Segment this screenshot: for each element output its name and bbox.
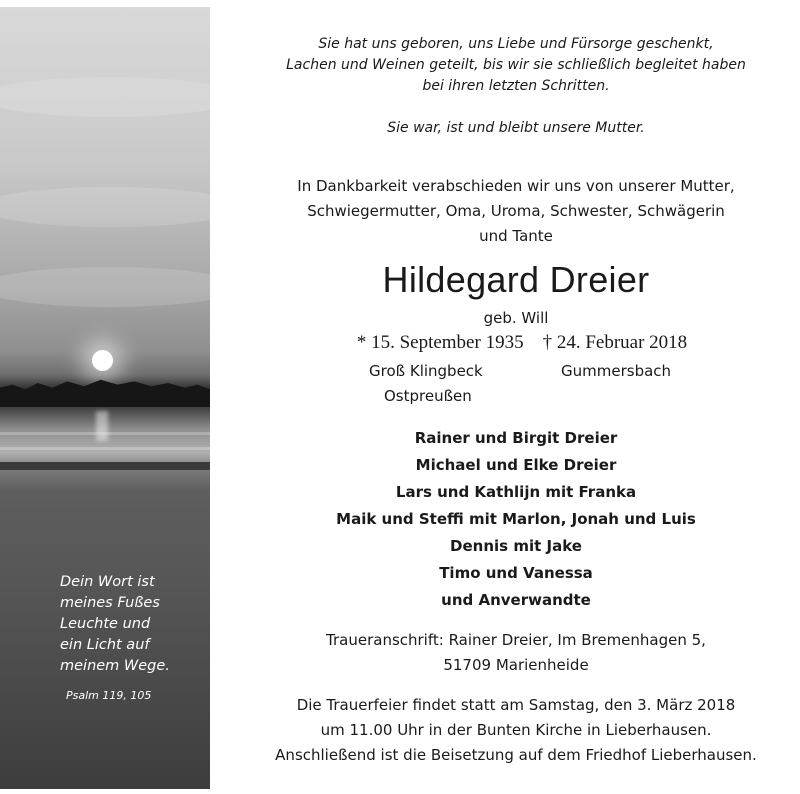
funeral-line: um 11.00 Uhr in der Bunten Kirche in Lieberhausen. bbox=[320, 721, 712, 739]
address-line: Traueranschrift: Rainer Dreier, Im Bremenhagen 5, bbox=[326, 631, 706, 649]
funeral-details bbox=[232, 693, 800, 768]
family-member: Dennis mit Jake bbox=[450, 537, 582, 555]
cloud-shape bbox=[0, 187, 210, 227]
psalm-line: Leuchte und bbox=[60, 616, 151, 632]
family-member: Timo und Vanessa bbox=[439, 564, 593, 582]
verse-line: bei ihren letzten Schritten. bbox=[422, 78, 610, 94]
life-dates bbox=[342, 332, 702, 354]
verse-line: Lachen und Weinen geteilt, bis wir sie schließlich begleitet haben bbox=[286, 57, 746, 73]
sunset-beach-photo bbox=[0, 7, 210, 789]
psalm-reference: Psalm 119, 105 bbox=[66, 689, 152, 702]
address-line: 51709 Marienheide bbox=[443, 656, 589, 674]
intro-line: und Tante bbox=[479, 227, 553, 245]
family-member: Lars und Kathlijn mit Franka bbox=[395, 483, 637, 501]
farewell-intro bbox=[232, 174, 800, 249]
birth-place bbox=[369, 359, 483, 409]
sun-reflection bbox=[96, 411, 108, 441]
intro-line: In Dankbarkeit verabschieden wir uns von unserer Mutter, bbox=[297, 177, 735, 195]
psalm-quote bbox=[60, 572, 208, 706]
verse-line: Sie hat uns geboren, uns Liebe und Fürsorge geschenkt, bbox=[318, 36, 714, 52]
deceased-name: Hildegard Dreier bbox=[382, 259, 650, 300]
birth-date: * 15. September 1935 bbox=[356, 332, 524, 353]
psalm-line: meinem Wege. bbox=[60, 658, 170, 674]
mourning-address bbox=[232, 628, 800, 678]
psalm-line: Dein Wort ist bbox=[60, 574, 155, 590]
treeline-silhouette bbox=[0, 375, 210, 407]
funeral-line: Die Trauerfeier findet statt am Samstag, den 3. März 2018 bbox=[296, 696, 736, 714]
family-list bbox=[232, 425, 800, 614]
wave-line bbox=[0, 432, 210, 435]
intro-line: Schwiegermutter, Oma, Uroma, Schwester, Schwägerin bbox=[307, 202, 725, 220]
funeral-line: Anschließend ist die Beisetzung auf dem Friedhof Lieberhausen. bbox=[275, 746, 757, 764]
verse-line: Sie war, ist und bleibt unsere Mutter. bbox=[387, 120, 645, 136]
maiden-name: geb. Will bbox=[483, 309, 549, 327]
family-member: Michael und Elke Dreier bbox=[415, 456, 617, 474]
opening-verse bbox=[232, 34, 800, 97]
closing-verse bbox=[232, 118, 800, 139]
wave-line bbox=[0, 447, 210, 450]
birth-place-line: Ostpreußen bbox=[384, 387, 472, 405]
psalm-line: meines Fußes bbox=[60, 595, 160, 611]
family-member: und Anverwandte bbox=[441, 591, 591, 609]
birth-place-line: Groß Klingbeck bbox=[369, 362, 483, 380]
death-place: Gummersbach bbox=[561, 362, 672, 380]
shoreline bbox=[0, 462, 210, 470]
family-member: Rainer und Birgit Dreier bbox=[414, 429, 618, 447]
cloud-shape bbox=[0, 267, 210, 307]
cloud-shape bbox=[0, 77, 210, 117]
death-date: † 24. Februar 2018 bbox=[542, 332, 688, 353]
family-member: Maik und Steffi mit Marlon, Jonah und Luis bbox=[336, 510, 696, 528]
sun-shape bbox=[92, 350, 113, 371]
psalm-line: ein Licht auf bbox=[60, 637, 150, 653]
